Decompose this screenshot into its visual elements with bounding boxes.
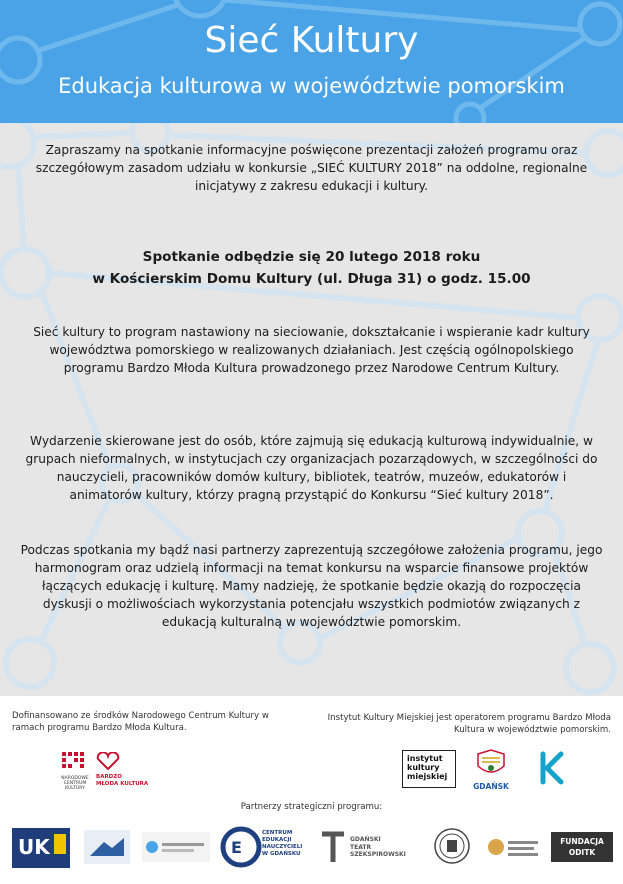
- paragraph-audience: Wydarzenie skierowane jest do osób, które zajmują się edukacją kulturową indywidualnie, w grupach nieformalnych, w instytucjach czy organizacjach pozarządowych, w szczególności do nauczycieli, pracowników domów kultury, bibliotek, teatrów, muzeów, edukatorów i animatorów kultury, którzy pragną przystąpić do Konkursu “Sieć kultury 2018”.: [25, 434, 598, 502]
- bmk-label-1: BARDZO: [96, 774, 122, 780]
- partner-logo-idkm: [486, 832, 544, 862]
- nck-label-3: KULTURY: [65, 786, 85, 791]
- heart-icon: [96, 752, 120, 770]
- gdansk-crest-icon: [474, 748, 508, 778]
- seal-icon: [432, 826, 472, 866]
- partner-3-icon: [142, 832, 210, 862]
- partner-logo-gts: [318, 828, 414, 868]
- page-subtitle: Edukacja kulturowa w województwie pomorskim: [58, 74, 565, 98]
- partner-logo-seal: [432, 826, 472, 866]
- k-icon: [537, 750, 567, 786]
- uk-letters-icon: [12, 828, 70, 868]
- oditk-label-1: FUNDACJA: [560, 837, 604, 846]
- partners-label: Partnerzy strategiczni programu:: [240, 802, 383, 812]
- meeting-location: w Kościerskim Domu Kultury (ul. Długa 31) o godz. 15.00: [92, 271, 531, 287]
- partner-logo-ceneu: [220, 824, 308, 870]
- nck-label-2: CENTRUM: [63, 781, 87, 786]
- oditk-label-2: ODITK: [568, 848, 596, 857]
- gdansk-label: GDAŃSK: [473, 782, 509, 791]
- meeting-date: Spotkanie odbędzie się 20 lutego 2018 roku: [142, 249, 481, 265]
- ikm-label-3: miejskiej: [407, 772, 448, 781]
- svg-text:UK: UK: [18, 835, 50, 859]
- network-decoration: [0, 0, 623, 123]
- svg-text:E: E: [231, 838, 242, 857]
- paragraph-agenda: Podczas spotkania my bądź nasi partnerzy zaprezentują szczegółowe założenia programu, jego harmonogram oraz udzielą informacji na temat konkursu na wsparcie finansowe projektów łączących edukację i kulturę. Mamy nadzieję, że spotkanie będzie okazją do rozpoczęcia dyskusji o możliwościach wykorzystania potencjału wszystkich podmiotów związanych z edukacją kulturalną w województwie pomorskim.: [20, 543, 603, 629]
- gts-icon: [318, 828, 348, 868]
- ceneu-label-3: NAUCZYCIELI: [262, 844, 303, 850]
- gts-label-1: GDAŃSKI: [350, 836, 381, 843]
- k-logo: [537, 750, 567, 786]
- main-content: [0, 123, 623, 696]
- idkm-icon: [486, 832, 544, 862]
- funding-note-left: Dofinansowano ze środków Narodowego Centrum Kultury w ramach programu Bardzo Młoda Kultura.: [12, 711, 269, 733]
- paragraph-program: Sieć kultury to program nastawiony na sieciowanie, dokształcanie i wspieranie kadr kultury województwa pomorskiego w realizowanych działaniach. Jest częścią ogólnopolskiego programu Bardzo Młoda Kultura prowadzonego przez Narodowe Centrum Kultury.: [33, 325, 590, 375]
- ceneu-label-4: W GDAŃSKU: [262, 851, 301, 857]
- nck-label-1: NARODOWE: [61, 776, 89, 781]
- meeting-info: [20, 246, 603, 290]
- page-title: Sieć Kultury: [204, 20, 419, 61]
- ikm-label-2: kultury: [407, 763, 440, 772]
- intro-text: Zapraszamy na spotkanie informacyjne poświęcone prezentacji założeń programu oraz szczegółowym zasadom udziału w konkursie „SIEĆ KULTURY 2018” na oddolne, regionalne inicjatywy z zakresu edukacji i kultury.: [35, 143, 588, 193]
- ceneu-icon: [220, 824, 262, 870]
- ceneu-label-1: CENTRUM: [262, 830, 293, 836]
- ikm-logo: [402, 750, 456, 788]
- bird-icon: [84, 830, 130, 864]
- bmk-label-2: MŁODA KULTURA: [96, 781, 149, 787]
- nck-logo: [58, 750, 92, 792]
- footer: [0, 696, 623, 884]
- funding-note-right: Instytut Kultury Miejskiej jest operatorem programu Bardzo Młoda Kultura w województwie pomorskim.: [327, 713, 611, 735]
- partner-logo-uk: [12, 828, 70, 868]
- partner-logo-3: [142, 832, 210, 862]
- bmk-logo: [96, 752, 156, 788]
- header-banner: [0, 0, 623, 123]
- ceneu-label-2: EDUKACJI: [262, 837, 292, 843]
- partner-logo-2: [84, 830, 130, 864]
- gts-label-3: SZEKSPIROWSKI: [350, 851, 406, 858]
- gts-label-2: TEATR: [350, 843, 372, 851]
- ikm-label-1: instytut: [407, 754, 443, 763]
- gdansk-logo: [470, 748, 512, 792]
- partner-logo-oditk: [551, 832, 613, 862]
- nck-emblem-icon: [58, 750, 92, 772]
